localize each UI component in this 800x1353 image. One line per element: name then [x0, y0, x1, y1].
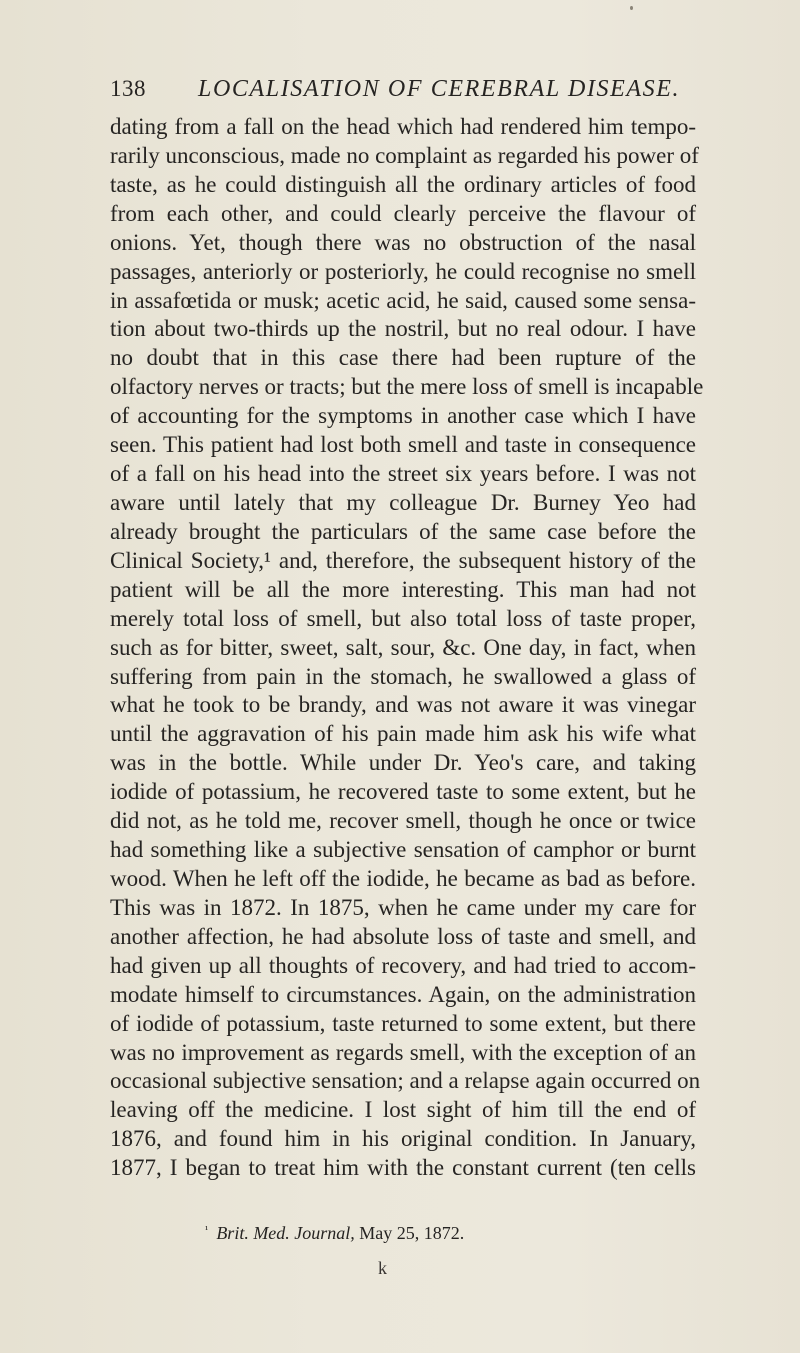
text-line: of iodide of potassium, taste returned to some extent, but there	[110, 1010, 696, 1036]
text-line: suffering from pain in the stomach, he swallowed a glass of	[110, 663, 696, 689]
text-line: seen. This patient had lost both smell and taste in consequence	[110, 432, 696, 458]
body-text	[110, 113, 704, 1183]
text-line: aware until lately that my colleague Dr. Burney Yeo had	[110, 489, 696, 515]
text-line: passages, anteriorly or posteriorly, he could recognise no smell	[110, 258, 696, 284]
text-line: what he took to be brandy, and was not aware it was vinegar	[110, 692, 696, 718]
text-line: Clinical Society,¹ and, therefore, the subsequent history of the	[110, 547, 696, 573]
text-line: rarily unconscious, made no complaint as regarded his power of	[110, 142, 699, 168]
text-line: no doubt that in this case there had been rupture of the	[110, 345, 696, 371]
text-line: such as for bitter, sweet, salt, sour, &c. One day, in fact, when	[110, 634, 696, 660]
text-line: 1876, and found him in his original condition. In January,	[110, 1126, 696, 1152]
text-line: did not, as he told me, recover smell, though he once or twice	[110, 808, 696, 834]
footnote-journal: Brit. Med. Journal,	[216, 1223, 355, 1243]
text-line: 1877, I began to treat him with the constant current (ten cells	[110, 1155, 696, 1181]
text-line: leaving off the medicine. I lost sight of him till the end of	[110, 1097, 696, 1123]
text-line: patient will be all the more interesting. This man had not	[110, 576, 696, 602]
text-line: wood. When he left off the iodide, he became as bad as before.	[110, 865, 696, 891]
text-line: had something like a subjective sensation of camphor or burnt	[110, 837, 696, 863]
text-line: dating from a fall on the head which had rendered him tempo-	[110, 114, 696, 139]
text-line: iodide of potassium, he recovered taste to some extent, but he	[110, 779, 696, 805]
text-line: in assafœtida or musk; acetic acid, he said, caused some sensa-	[110, 287, 696, 313]
text-line: This was in 1872. In 1875, when he came under my care for	[110, 894, 696, 920]
footnote	[205, 1223, 464, 1244]
text-line: olfactory nerves or tracts; but the mere loss of smell is incapable	[110, 374, 704, 400]
text-line: of a fall on his head into the street six years before. I was not	[110, 461, 696, 487]
text-line: of accounting for the symptoms in another case which I have	[110, 403, 696, 429]
text-line: already brought the particulars of the same case before the	[110, 518, 696, 544]
text-line: was no improvement as regards smell, with the exception of an	[110, 1039, 696, 1065]
text-line: merely total loss of smell, but also total loss of taste proper,	[110, 605, 696, 631]
footnote-date: May 25, 1872.	[359, 1223, 465, 1243]
page-header	[110, 72, 710, 112]
scan-speck	[630, 6, 633, 10]
text-line: another affection, he had absolute loss of taste and smell, and	[110, 923, 696, 949]
text-line: taste, as he could distinguish all the ordinary articles of food	[110, 171, 696, 197]
printer-mark: k	[378, 1258, 387, 1278]
text-line: from each other, and could clearly perceive the flavour of	[110, 200, 696, 226]
footnote-marker: ¹	[205, 1224, 209, 1236]
text-line: until the aggravation of his pain made him ask his wife what	[110, 721, 696, 747]
text-line: modate himself to circumstances. Again, on the administration	[110, 981, 696, 1007]
text-line: was in the bottle. While under Dr. Yeo's care, and taking	[110, 750, 696, 776]
running-title: LOCALISATION OF CEREBRAL DISEASE.	[198, 76, 681, 102]
text-line: occasional subjective sensation; and a relapse again occurred on	[110, 1068, 701, 1094]
text-line: onions. Yet, though there was no obstruction of the nasal	[110, 229, 696, 255]
text-line: had given up all thoughts of recovery, and had tried to accom-	[110, 952, 696, 978]
text-line: tion about two-thirds up the nostril, but no real odour. I have	[110, 316, 696, 342]
page-number: 138	[110, 76, 146, 101]
